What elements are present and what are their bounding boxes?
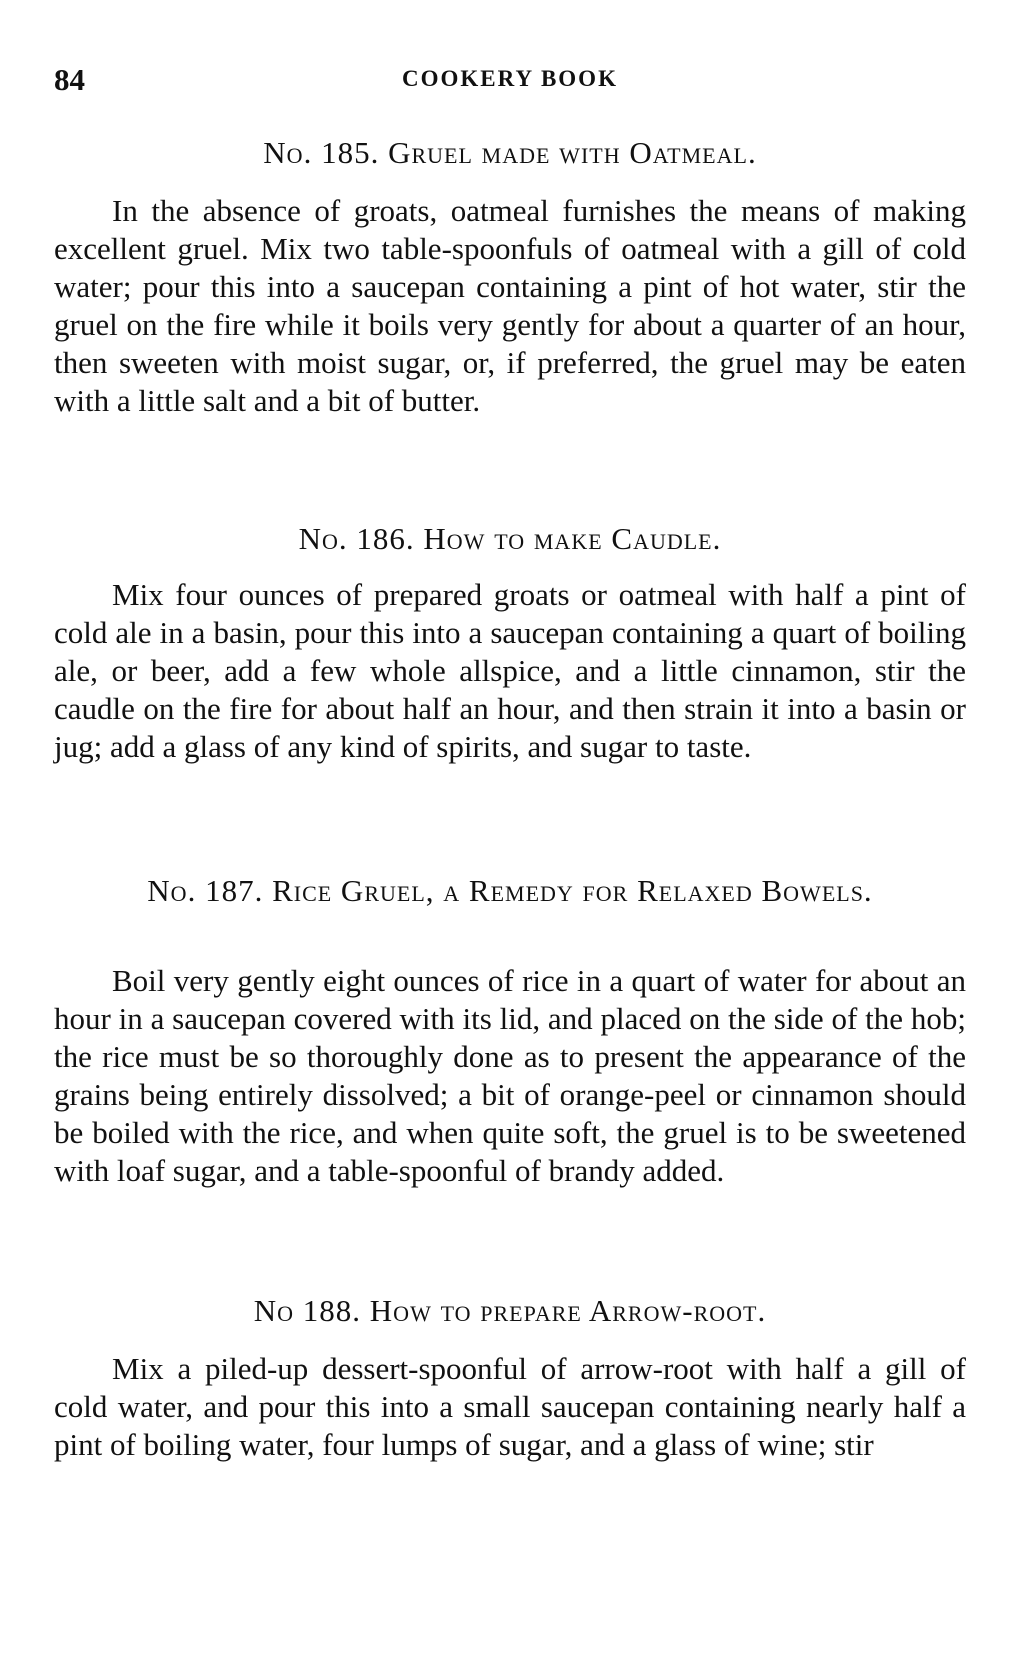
- page-number: 84: [54, 62, 85, 97]
- recipe-body-185: In the absence of groats, oatmeal furnishes the means of making excellent gruel. Mix two table-spoonfuls of oatmeal with a gill of cold water; pour this into a saucepan containing a pint of hot water, stir the gruel on the fire while it boils very gently for about a quarter of an hour, then sweeten with moist sugar, or, if preferred, the gruel may be eaten with a little salt and a bit of butter.: [54, 193, 966, 418]
- book-page: [54, 0, 966, 1680]
- recipe-heading-187: No. 187. Rice Gruel, a Remedy for Relaxed Bowels.: [147, 873, 873, 908]
- recipe-heading-186: No. 186. How to make Caudle.: [298, 521, 722, 556]
- recipe-body-188: Mix a piled-up dessert-spoonful of arrow-root with half a gill of cold water, and pour this into a small saucepan containing nearly half a pint of boiling water, four lumps of sugar, and a glass of wine; stir: [54, 1351, 966, 1462]
- book-title: COOKERY BOOK: [402, 66, 618, 91]
- recipe-heading-185: No. 185. Gruel made with Oatmeal.: [263, 135, 757, 170]
- recipe-body-186: Mix four ounces of prepared groats or oatmeal with half a pint of cold ale in a basin, pour this into a saucepan containing a quart of boiling ale, or beer, add a few whole allspice, and a little cinnamon, stir the caudle on the fire for about half an hour, and then strain it into a basin or jug; add a glass of any kind of spirits, and sugar to taste.: [54, 577, 966, 764]
- recipe-heading-188: No 188. How to prepare Arrow-root.: [253, 1293, 767, 1328]
- recipe-body-187: Boil very gently eight ounces of rice in a quart of water for about an hour in a saucepan covered with its lid, and placed on the side of the hob; the rice must be so thoroughly done as to present the appearance of the grains being entirely dissolved; a bit of orange-peel or cinnamon should be boiled with the rice, and when quite soft, the gruel is to be sweetened with loaf sugar, and a table-spoonful of brandy added.: [54, 963, 966, 1188]
- running-head: [54, 62, 966, 102]
